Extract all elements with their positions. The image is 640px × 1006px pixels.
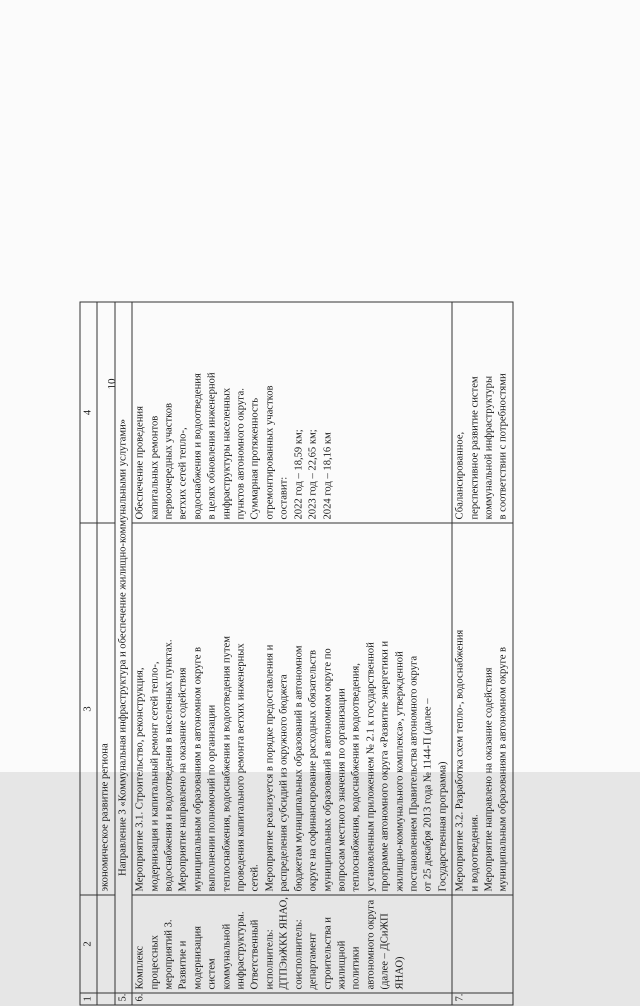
page-number: 10 [106, 378, 118, 390]
measure-3-1-description: Мероприятие 3.1. Строительство, реконструкция, модернизация и капитальный ремонт сетей тепло-, водоснабжения и водоотведения в населенных пунктах. Мероприятие направлено на оказание содействия муниципальным образованиям в автономном округе в выполнении полномочий по организации теплоснабжения, водоснабжения и водоотведения путем проведения капитального ремонта ветхих инженерных сетей. Мероприятие реализуется в порядке предоставления и распределения субсидий из окружного бюджета бюджетам муниципальных образований в автономном округе на софинансирование расходных обязательств муниципальных образований в автономном округе по вопросам местного значения по организации теплоснабжения, водоснабжения и водоотведения, установленным приложением № 2.1 к государственной программе автономного округа «Развитие энергетики и жилищно-коммунального комплекса», утвержденной постановлением Правительства автономного округа от 25 декабря 2013 года № 1144-П (далее – Государственная программа) [132, 523, 452, 895]
row-number: 5. [115, 993, 132, 1005]
table-header-row [80, 302, 97, 1005]
row-number: 7. [452, 993, 513, 1005]
table-row-6 [132, 302, 452, 1005]
continuation-text: экономическое развитие региона [97, 523, 114, 895]
header-cell: 3 [80, 523, 97, 895]
rotated-table-container [80, 303, 600, 1006]
complex-description: Комплекс процессных мероприятий 3. Развитие и модернизация систем коммунальной инфраструктуры. Ответственный исполнитель: ДТПЭиЖКК ЯНАО, соисполнитель: департамент строительства и жилищной политики автономного округа (далее – ДСиЖП ЯНАО) [132, 895, 452, 993]
row-number: 6. [132, 993, 452, 1005]
measure-3-1-result: Обеспечение проведения капитальных ремонтов первоочередных участков ветхих сетей тепло-, водоснабжения и водоотведения в целях обновления инженерной инфраструктуры населенных пунктов автономного округа. Суммарная протяженность отремонтированных участков составит: 2022 год – 18,59 км; 2023 год – 22,65 км; 2024 год – 18,16 км [132, 302, 452, 523]
header-cell: 4 [80, 302, 97, 523]
header-cell: 2 [80, 895, 97, 993]
direction-title: Направление 3 «Коммунальная инфраструктура и обеспечение жилищно-коммунальными услугами» [115, 302, 132, 993]
header-cell: 1 [80, 993, 97, 1005]
measure-3-2-result: Сбалансированное, перспективное развитие систем коммунальной инфраструктуры в соответствии с потребностями [452, 302, 513, 523]
table-row-direction-3 [115, 302, 132, 1005]
program-table [80, 302, 514, 1006]
measure-3-2-description: Мероприятие 3.2. Разработка схем тепло-, водоснабжения и водоотведения. Мероприятие направлено на оказание содействия муниципальным образованиям в автономном округе в [452, 523, 513, 895]
table-row-7 [452, 302, 513, 1005]
table-row-continuation [97, 302, 114, 1005]
